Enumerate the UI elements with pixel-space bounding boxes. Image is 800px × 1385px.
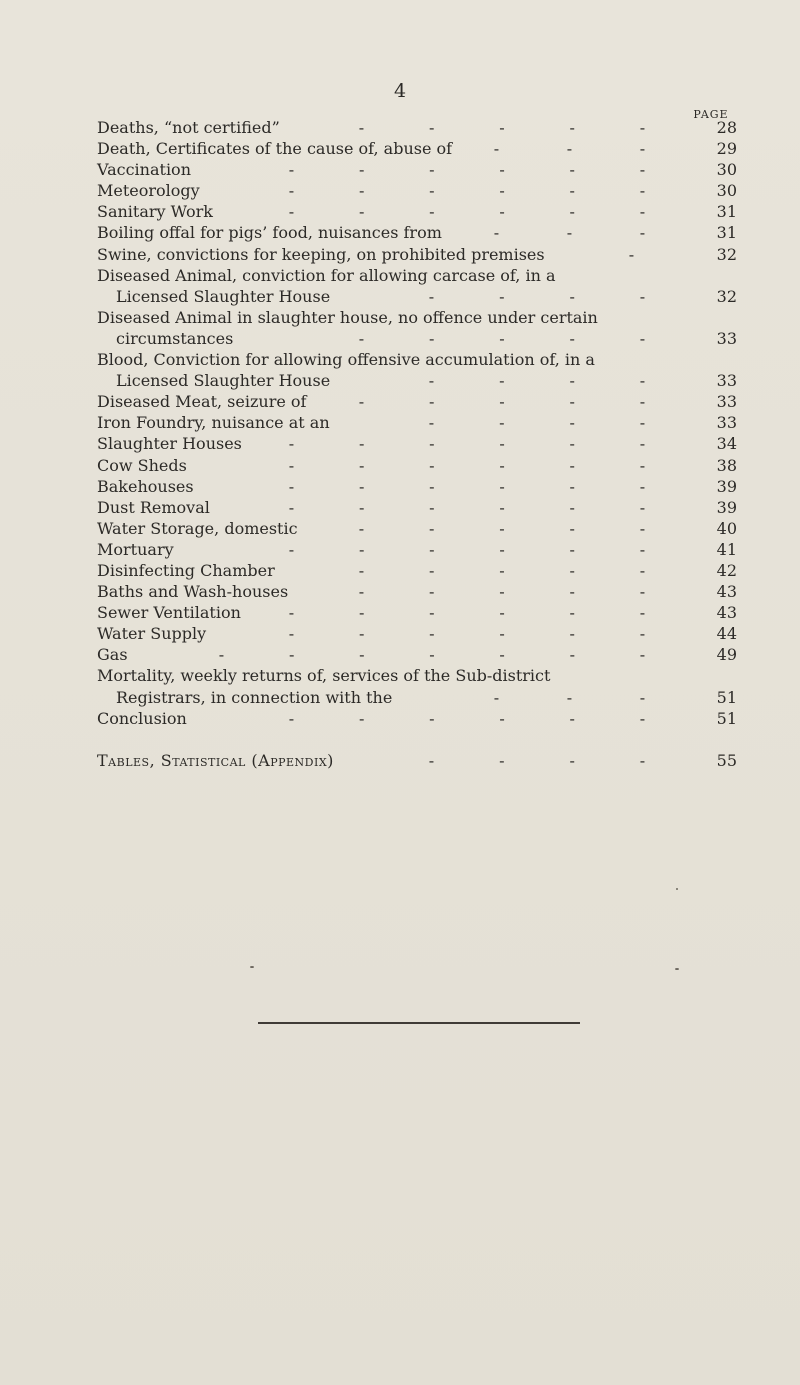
leader-dashes: - - - - - [358,518,646,538]
entry-page-number: 39 [716,497,737,517]
entry-title: Bakehouses [97,476,194,496]
leader-dashes: - - - [493,139,646,159]
index-entry [97,476,737,497]
entry-title: Disinfecting Chamber [97,560,275,580]
entry-page-number: 42 [716,560,737,580]
index-entry [97,433,737,454]
index-entry [97,581,737,602]
entry-title: Water Storage, domestic [97,518,298,538]
index-entry [97,644,737,665]
entry-page-number: 55 [716,750,737,770]
index-entry [97,201,737,222]
paper-speck [250,966,254,968]
entry-page-number: 51 [716,708,737,728]
entry-title: Slaughter Houses [97,434,242,454]
section-gap [97,729,737,750]
entry-title: Tables, Statistical (Appendix) [97,750,334,770]
entry-page-number: 43 [716,603,737,623]
index-entry [97,708,737,729]
entry-title: Blood, Conviction for allowing offensive accumulation of, in a [97,350,595,370]
entry-page-number: 28 [716,118,737,137]
appendix-entry [97,750,737,771]
entry-title: Licensed Slaughter House [116,286,331,306]
index-entry [97,244,737,265]
page-column-label: PAGE [693,108,729,121]
index-entry [97,370,737,391]
entry-title: Dust Removal [97,497,210,517]
index-entry [97,307,737,328]
index-entry [97,286,737,307]
entry-title: Sanitary Work [97,202,213,222]
entry-page-number: 30 [716,181,737,201]
entry-page-number: 39 [716,476,737,496]
entry-title: Death, Certificates of the cause of, abuse of [97,139,453,159]
leader-dashes: - - - - [428,750,646,770]
entry-page-number: 32 [716,286,737,306]
index-entry [97,180,737,201]
entry-title: Licensed Slaughter House [116,371,331,391]
entry-title: Meteorology [97,181,200,201]
leader-dashes: - - - - - - [288,539,646,559]
index-entry [97,623,737,644]
index-entry [97,539,737,560]
index-entry [97,412,737,433]
index-entry [97,328,737,349]
entry-title: Vaccination [97,160,191,180]
leader-dashes: - - - - - [358,392,646,412]
paper-speck [676,888,678,890]
index-entry [97,138,737,159]
leader-dashes: - - - - - - - [218,645,646,665]
leader-dashes: - - - - - - [288,624,646,644]
index-entry [97,265,737,286]
index-entry [97,117,737,138]
entry-title: Water Supply [97,624,207,644]
index-entries [97,117,737,771]
entry-title: Diseased Animal, conviction for allowing carcase of, in a [97,265,556,285]
leader-dashes: - - - - - - [288,202,646,222]
entry-title: Baths and Wash-houses [97,582,289,602]
entry-page-number: 51 [716,687,737,707]
entry-page-number: 43 [716,582,737,602]
index-entry [97,222,737,243]
index-entry [97,602,737,623]
entry-page-number: 34 [716,434,737,454]
leader-dashes: - - - [493,223,646,243]
entry-title: Gas [97,645,128,665]
leader-dashes: - [628,244,635,264]
index-entry [97,560,737,581]
leader-dashes: - - - - - [358,582,646,602]
entry-title: Deaths, “not certified” [97,118,280,137]
entry-title: Diseased Animal in slaughter house, no offence under certain [97,307,598,327]
entry-title: Registrars, in connection with the [116,687,393,707]
entry-page-number: 44 [716,624,737,644]
entry-title: Conclusion [97,708,187,728]
entry-page-number: 33 [716,328,737,348]
entry-page-number: 31 [716,223,737,243]
entry-title: Mortuary [97,539,174,559]
index-entry [97,455,737,476]
paper-speck [675,968,679,970]
entry-title: Mortality, weekly returns of, services of the Sub-district [97,666,551,686]
leader-dashes: - - - - [428,413,646,433]
leader-dashes: - - - - - [358,560,646,580]
leader-dashes: - - - - [428,371,646,391]
entry-page-number: 33 [716,413,737,433]
entry-page-number: 30 [716,160,737,180]
entry-title: Iron Foundry, nuisance at an [97,413,330,433]
entry-page-number: 41 [716,539,737,559]
leader-dashes: - - - - - - [288,181,646,201]
entry-title: Diseased Meat, seizure of [97,392,307,412]
index-entry [97,518,737,539]
leader-dashes: - - - - - [358,328,646,348]
index-entry [97,349,737,370]
entry-title: Boiling offal for pigs’ food, nuisances from [97,223,442,243]
leader-dashes: - - - - - - [288,476,646,496]
entry-page-number: 32 [716,244,737,264]
index-entry [97,391,737,412]
leader-dashes: - - - - - - [288,497,646,517]
entry-page-number: 33 [716,392,737,412]
leader-dashes: - - - - [428,286,646,306]
entry-page-number: 49 [716,645,737,665]
entry-page-number: 29 [716,139,737,159]
leader-dashes: - - - - - - [288,434,646,454]
entry-title: Cow Sheds [97,455,187,475]
leader-dashes: - - - - - - [288,603,646,623]
leader-dashes: - - - - - - [288,160,646,180]
entry-page-number: 31 [716,202,737,222]
leader-dashes: - - - - - - [288,455,646,475]
index-entry [97,665,737,686]
index-entry [97,687,737,708]
entry-title: Sewer Ventilation [97,603,241,623]
entry-title: circumstances [116,328,234,348]
page-number: 4 [393,80,407,102]
index-entry [97,497,737,518]
entry-title: Swine, convictions for keeping, on prohibited premises [97,244,545,264]
leader-dashes: - - - [493,687,646,707]
entry-page-number: 33 [716,371,737,391]
leader-dashes: - - - - - [358,118,646,137]
horizontal-rule [258,1022,580,1024]
index-entry [97,159,737,180]
entry-page-number: 40 [716,518,737,538]
entry-page-number: 38 [716,455,737,475]
leader-dashes: - - - - - - [288,708,646,728]
